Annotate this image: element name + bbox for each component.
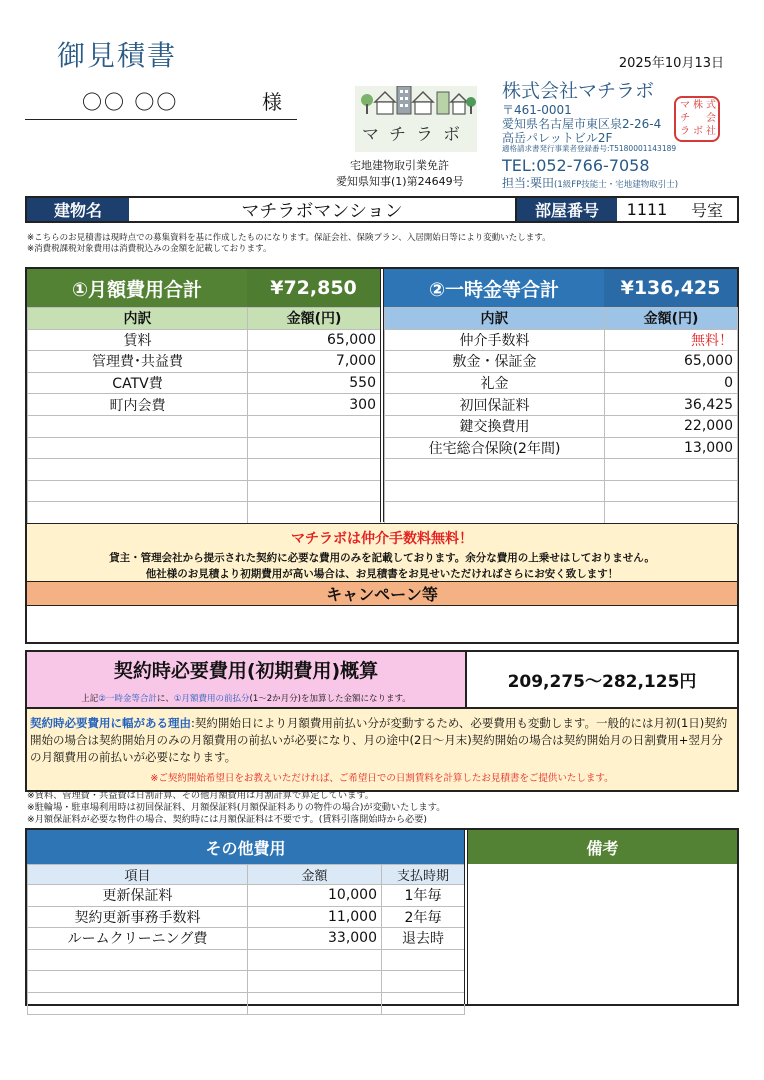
issue-date: 2025年10月13日	[618, 56, 724, 71]
item-cell: 礼金	[385, 372, 605, 394]
license-number: 愛知県知事(1)第24649号	[336, 175, 464, 188]
col-item-header: 内訳	[385, 308, 605, 330]
item-cell: 町内会費	[28, 394, 248, 416]
onetime-costs	[384, 269, 737, 524]
explanation-box	[27, 709, 737, 790]
note-text: に、	[156, 694, 174, 704]
company-building: 高岳パレットビル2F	[502, 131, 613, 145]
col-item-header: 項目	[28, 865, 248, 885]
table-row	[28, 459, 381, 481]
item-cell	[28, 949, 248, 971]
item-cell: 住宅総合保険(2年間)	[385, 437, 605, 459]
table-row	[28, 502, 381, 524]
col-amount-header: 金額(円)	[248, 308, 381, 330]
amount-cell	[605, 459, 738, 481]
amount-cell	[248, 480, 381, 502]
item-cell	[28, 502, 248, 524]
initial-cost-title: 契約時必要費用(初期費用)概算	[113, 660, 379, 682]
amount-cell	[605, 502, 738, 524]
table-row	[28, 928, 465, 950]
license-label: 宅地建物取引業免許	[350, 159, 449, 172]
amount-cell: 550	[248, 372, 381, 394]
table-row	[28, 906, 465, 928]
amount-cell: 7,000	[248, 351, 381, 373]
item-cell: CATV費	[28, 372, 248, 394]
timing-cell: 1年毎	[382, 885, 465, 907]
table-row	[385, 437, 738, 459]
customer-name: 〇〇 〇〇	[82, 90, 179, 114]
item-cell: ルームクリーニング費	[28, 928, 248, 950]
table-row	[28, 415, 381, 437]
initial-cost-panel	[25, 650, 739, 792]
table-row	[385, 480, 738, 502]
table-row	[385, 351, 738, 373]
top-notes	[27, 233, 747, 255]
initial-cost-note	[27, 692, 465, 704]
company-address: 愛知県名古屋市東区泉2-26-4	[502, 117, 662, 131]
col-amount-header: 金額(円)	[605, 308, 738, 330]
timing-cell	[382, 949, 465, 971]
room-number-label: 部屋番号	[515, 198, 617, 221]
table-row	[28, 351, 381, 373]
onetime-ref: ②一時金等合計	[98, 694, 157, 704]
timing-cell	[382, 992, 465, 1014]
table-row	[28, 480, 381, 502]
item-cell: 契約更新事務手数料	[28, 906, 248, 928]
staff-info	[502, 174, 678, 191]
item-cell: 敷金・保証金	[385, 351, 605, 373]
table-row	[28, 394, 381, 416]
item-cell: 鍵交換費用	[385, 415, 605, 437]
amount-cell	[248, 971, 382, 993]
table-row	[28, 437, 381, 459]
initial-cost-header	[27, 652, 467, 709]
amount-cell: 11,000	[248, 906, 382, 928]
amount-cell: 33,000	[248, 928, 382, 950]
promo-line-1: 貸主・管理会社から提示された契約に必要な費用のみを記載しております。余分な費用の上乗せはしておりません。	[109, 552, 655, 564]
monthly-title: ①月額費用合計	[71, 278, 203, 301]
table-row	[28, 329, 381, 351]
company-registration: 適格請求書発行事業者登録番号:T5180001143189	[502, 144, 677, 153]
onetime-header	[384, 269, 737, 307]
amount-cell-free: 無料！	[605, 329, 738, 351]
amount-cell: 13,000	[605, 437, 738, 459]
amount-cell	[248, 415, 381, 437]
note-line: ※消費税課税対象費用は消費税込みの金額を記載しております。	[27, 244, 272, 254]
amount-cell: 22,000	[605, 415, 738, 437]
remarks-title: 備考	[468, 830, 737, 864]
company-zip: 〒461-0001	[502, 103, 572, 117]
amount-cell	[248, 459, 381, 481]
remarks	[468, 830, 737, 1004]
building-bar	[25, 196, 739, 223]
table-row	[385, 329, 738, 351]
col-item-header: 内訳	[28, 308, 248, 330]
cost-panel	[25, 267, 739, 644]
remarks-body	[468, 864, 737, 872]
note-text: 上記	[81, 694, 99, 704]
col-timing-header: 支払時期	[382, 865, 465, 885]
table-row	[28, 992, 465, 1014]
note-line: ※駐輪場・駐車場利用時は初回保証料、月額保証料(月額保証料ありの物件の場合)が変動いたします。	[27, 802, 446, 813]
table-row	[28, 372, 381, 394]
item-cell: 管理費･共益費	[28, 351, 248, 373]
timing-cell: 退去時	[382, 928, 465, 950]
amount-cell: 36,425	[605, 394, 738, 416]
monthly-header	[27, 269, 380, 307]
table-row	[28, 949, 465, 971]
company-logo	[355, 86, 477, 152]
table-row	[28, 885, 465, 907]
table-row	[385, 372, 738, 394]
item-cell	[385, 459, 605, 481]
item-cell	[28, 415, 248, 437]
monthly-table-header	[28, 308, 381, 330]
table-row	[28, 971, 465, 993]
amount-cell: 300	[248, 394, 381, 416]
amount-cell	[248, 949, 382, 971]
other-table-header	[28, 865, 465, 885]
monthly-costs	[27, 269, 380, 524]
promo-line-2: 他社様のお見積より初期費用が高い場合は、お見積書をお見せいただければさらにお安く致します！	[145, 568, 619, 580]
other-costs-table	[27, 864, 465, 1015]
amount-cell	[248, 502, 381, 524]
onetime-title: ②一時金等合計	[428, 278, 560, 301]
company-seal: マ 株 式 チ 会 ラ ボ 社	[674, 96, 720, 142]
explanation-note: ※ご契約開始希望日をお教えいただければ、ご希望日での日割賃料を計算したお見積書をご提供いたします。	[150, 773, 614, 784]
note-line: ※月額保証料が必要な物件の場合、契約時には月額保証料は不要です。(賃料引落開始時から必要)	[27, 814, 428, 825]
explanation-text	[30, 715, 734, 766]
honorific: 様	[262, 90, 282, 114]
note-line: ※賃料、管理費・共益費は日割計算、その他月額費用は月割計算で算定しています。	[27, 790, 374, 801]
item-cell: 仲介手数料	[385, 329, 605, 351]
amount-cell: 65,000	[605, 351, 738, 373]
staff-label: 担当:栗田	[502, 176, 555, 190]
table-row	[385, 394, 738, 416]
item-cell	[385, 502, 605, 524]
onetime-total: ¥136,425	[604, 269, 737, 307]
document-title: 御見積書	[57, 39, 178, 72]
monthly-total: ¥72,850	[247, 269, 380, 307]
campaign-body	[27, 606, 737, 642]
middle-notes	[27, 790, 747, 826]
item-cell	[28, 992, 248, 1014]
table-row	[385, 502, 738, 524]
amount-cell: 0	[605, 372, 738, 394]
room-number: 1111	[626, 200, 668, 219]
amount-cell: 10,000	[248, 885, 382, 907]
onetime-table	[384, 307, 738, 524]
other-costs	[27, 830, 464, 1015]
item-cell	[385, 480, 605, 502]
item-cell	[28, 459, 248, 481]
company-name: 株式会社マチラボ	[502, 80, 655, 102]
promo-headline: マチラボは仲介手数料無料！	[291, 531, 473, 547]
explanation-body: :契約開始日により月額費用前払い分が変動するため、必要費用も変動します。一般的には月初(1日)契約開始の場合は契約開始月のみの月額費用の前払いが必要になり、月の途中(2日〜月末)契約開始の場合は契約開始月の日割費用+翌月分の月額費用の前払いが必要になります。	[30, 716, 728, 764]
company-phone: TEL:052-766-7058	[502, 156, 650, 175]
monthly-ref: ①月額費用の前払分	[173, 694, 250, 704]
table-row	[385, 415, 738, 437]
explanation-lead: 契約時必要費用に幅がある理由	[30, 716, 191, 730]
staff-qualifications: (1級FP技能士・宅地建物取引士)	[554, 180, 679, 190]
amount-cell: 65,000	[248, 329, 381, 351]
other-panel	[25, 828, 739, 1006]
item-cell	[28, 437, 248, 459]
monthly-table	[27, 307, 381, 524]
timing-cell	[382, 971, 465, 993]
campaign-header: キャンペーン等	[27, 581, 737, 606]
item-cell	[28, 480, 248, 502]
room-suffix: 号室	[690, 201, 723, 220]
note-text: (1〜2か月分)を加算した金額になります。	[249, 694, 411, 704]
building-name-label: 建物名	[27, 198, 129, 221]
col-amount-header: 金額	[248, 865, 382, 885]
amount-cell	[248, 437, 381, 459]
amount-cell	[248, 992, 382, 1014]
item-cell: 賃料	[28, 329, 248, 351]
timing-cell: 2年毎	[382, 906, 465, 928]
item-cell: 初回保証料	[385, 394, 605, 416]
amount-cell	[605, 480, 738, 502]
building-name: マチラボマンション	[241, 200, 403, 222]
customer-underline	[25, 119, 297, 120]
note-line: ※こちらのお見積書は現時点での募集資料を基に作成したものになります。保証会社、保険プラン、入居開始日等により変動いたします。	[27, 233, 551, 243]
item-cell	[28, 971, 248, 993]
logo-text: マチラボ	[362, 125, 470, 145]
table-row	[385, 459, 738, 481]
other-costs-title: その他費用	[27, 830, 464, 864]
promo-banner	[27, 523, 737, 581]
item-cell: 更新保証料	[28, 885, 248, 907]
onetime-table-header	[385, 308, 738, 330]
initial-cost-amount: 209,275〜282,125円	[467, 652, 737, 709]
